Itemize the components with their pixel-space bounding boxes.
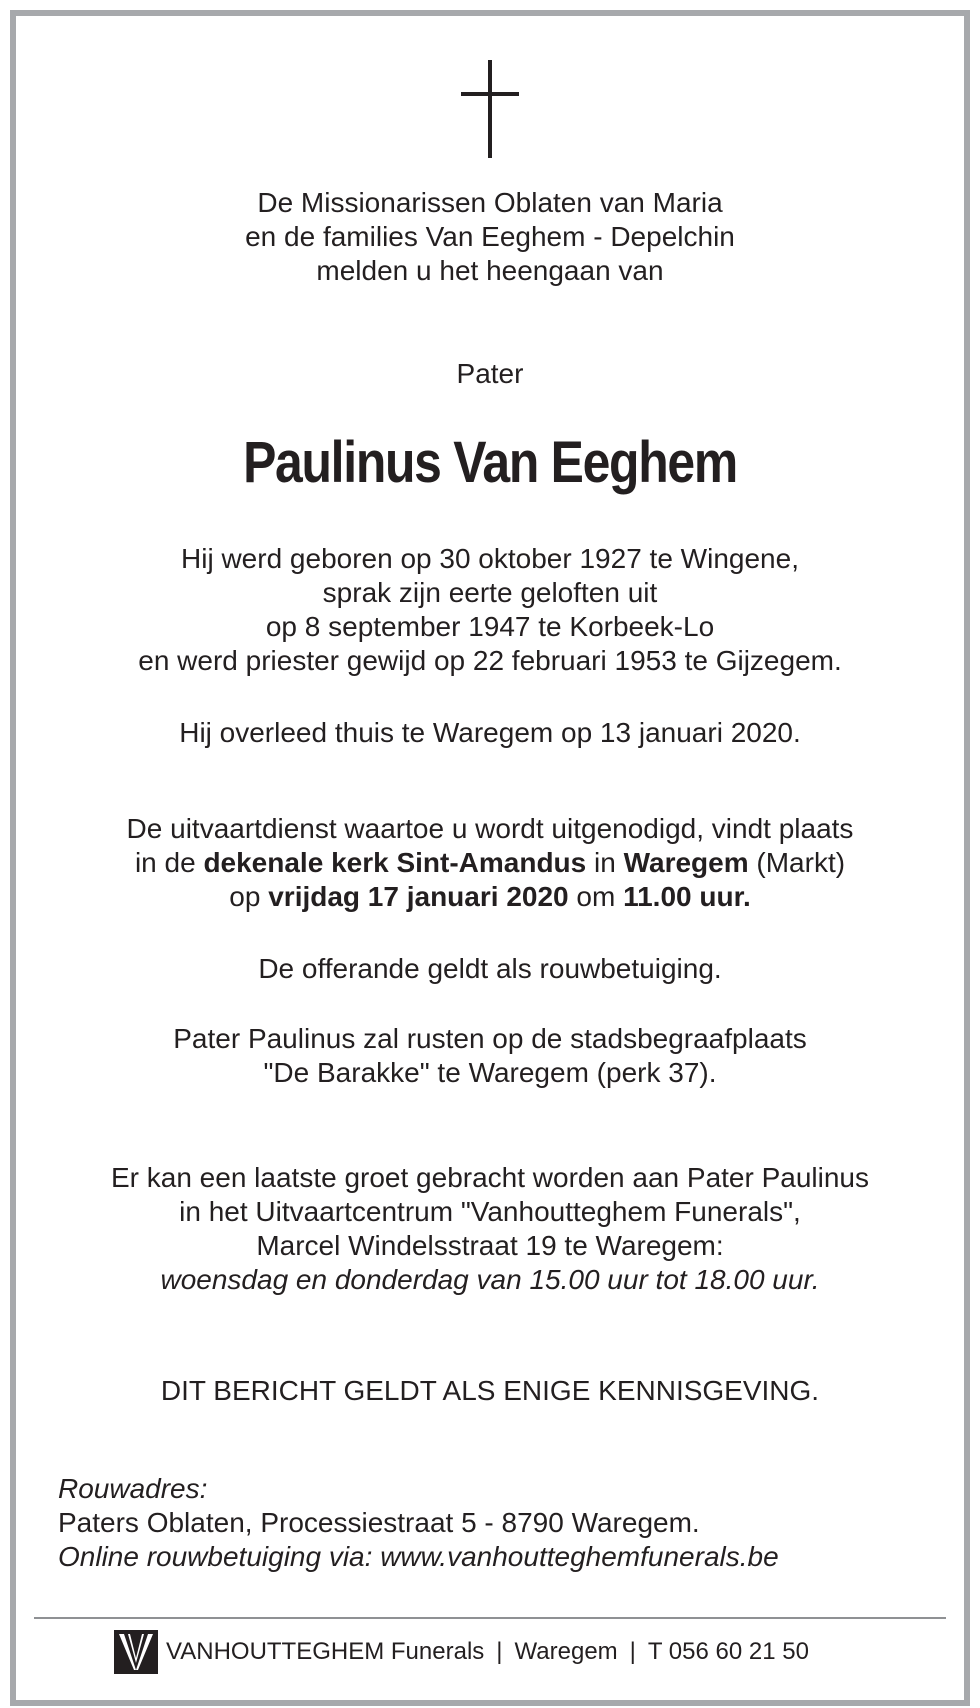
honorific-text: Pater (456, 358, 524, 389)
online-condolence-line: Online rouwbetuiging via: www.vanhoutteghemfunerals.be (58, 1541, 779, 1572)
service-line (0, 880, 980, 914)
service-line (0, 846, 980, 880)
death-line: Hij overleed thuis te Waregem op 13 januari 2020. (179, 717, 801, 748)
service-time: 11.00 uur. (623, 881, 751, 912)
service-text: (Markt) (748, 847, 846, 878)
cross-icon (461, 60, 519, 158)
footer-separator: | (496, 1638, 503, 1665)
deceased-name: Paulinus Van Eeghem (243, 430, 737, 495)
bio-line: Hij werd geboren op 30 oktober 1927 te Wingene, (181, 543, 799, 574)
funeral-home-footer (114, 1630, 809, 1674)
burial-line: "De Barakke" te Waregem (perk 37). (263, 1057, 717, 1088)
service-text: in de (134, 847, 204, 878)
visitation-line: Er kan een laatste groet gebracht worden aan Pater Paulinus (110, 1162, 870, 1193)
bio-block (0, 542, 980, 678)
address-label: Rouwadres: (58, 1473, 208, 1504)
company-phone: T 056 60 21 50 (647, 1638, 809, 1665)
notice-block (0, 1374, 980, 1408)
death-block (0, 716, 980, 750)
address-line: Paters Oblaten, Processiestraat 5 - 8790 Waregem. (58, 1507, 700, 1538)
burial-block (0, 1022, 980, 1090)
service-line: De uitvaartdienst waartoe u wordt uitgenodigd, vindt plaats (126, 813, 854, 844)
service-text: in (586, 847, 624, 878)
intro-line: en de families Van Eeghem - Depelchin (245, 221, 735, 252)
service-block (0, 812, 980, 914)
address-block (58, 1472, 938, 1574)
notice-line: DIT BERICHT GELDT ALS ENIGE KENNISGEVING. (160, 1375, 820, 1406)
service-date: vrijdag 17 januari 2020 (268, 881, 569, 912)
service-text: om (568, 881, 624, 912)
company-name: VANHOUTTEGHEM Funerals (166, 1638, 485, 1665)
intro-line: melden u het heengaan van (316, 255, 664, 286)
intro-block (0, 186, 980, 288)
intro-line: De Missionarissen Oblaten van Maria (257, 187, 723, 218)
offering-line: De offerande geldt als rouwbetuiging. (258, 953, 722, 984)
bio-line: op 8 september 1947 te Korbeek-Lo (265, 611, 715, 642)
service-text: op (229, 881, 269, 912)
honorific (0, 357, 980, 391)
offering-block (0, 952, 980, 986)
visitation-times: woensdag en donderdag van 15.00 uur tot 18.00 uur. (160, 1264, 820, 1295)
visitation-line: in het Uitvaartcentrum "Vanhoutteghem Funerals", (179, 1196, 801, 1227)
church-name: dekenale kerk Sint-Amandus (203, 847, 587, 878)
company-city: Waregem (514, 1638, 618, 1665)
visitation-block (0, 1161, 980, 1297)
burial-line: Pater Paulinus zal rusten op de stadsbegraafplaats (173, 1023, 807, 1054)
footer-separator: | (629, 1638, 636, 1665)
footer-divider (34, 1617, 946, 1619)
vanhoutteghem-v-logo-icon (114, 1630, 158, 1674)
bio-line: sprak zijn eerte geloften uit (322, 577, 658, 608)
bio-line: en werd priester gewijd op 22 februari 1953 te Gijzegem. (138, 645, 842, 676)
visitation-line: Marcel Windelsstraat 19 te Waregem: (256, 1230, 724, 1261)
city-name: Waregem (623, 847, 749, 878)
